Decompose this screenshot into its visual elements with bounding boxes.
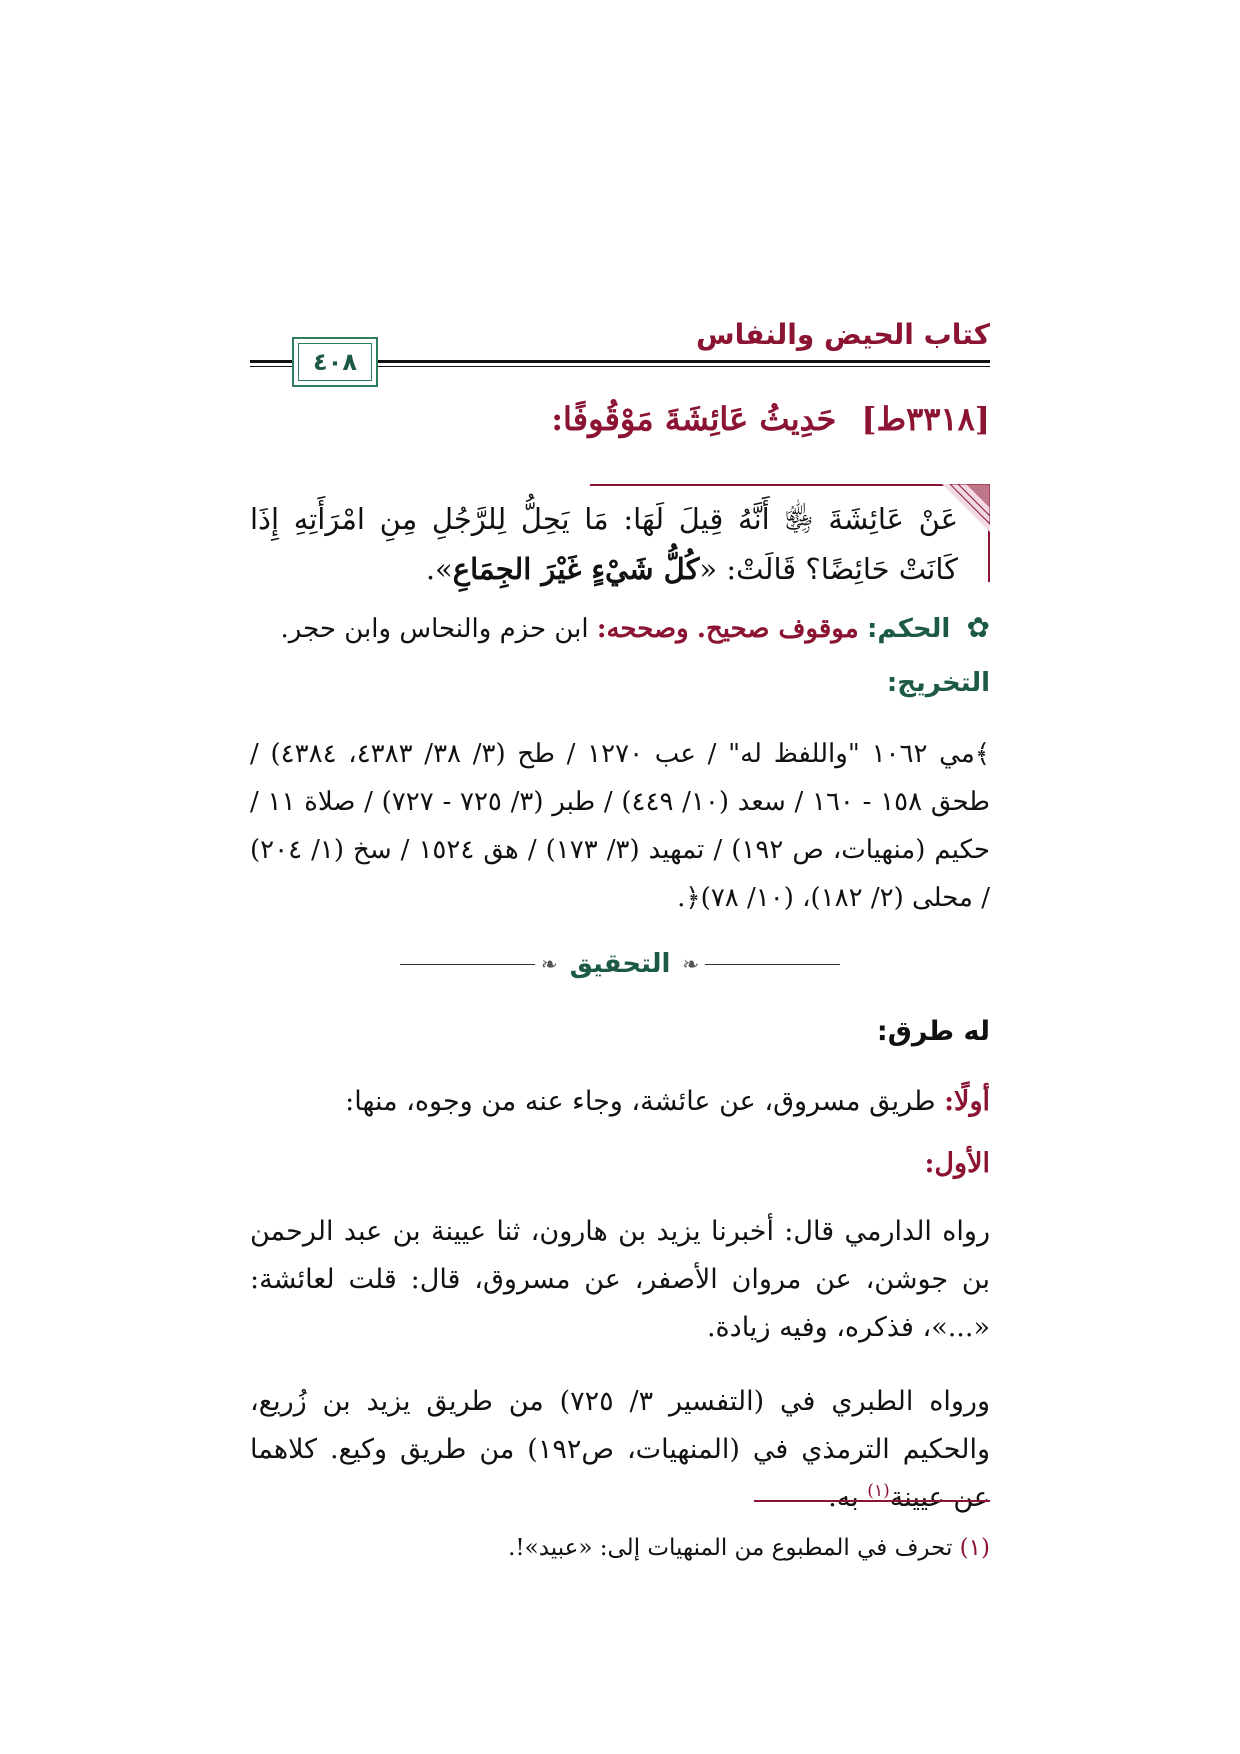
divider-ornament-icon: ❧ — [540, 952, 558, 976]
routes-heading: له طرق: — [876, 1016, 990, 1047]
footnote-reference[interactable]: (١) — [867, 1481, 890, 1501]
tahqiq-heading: التحقيق — [569, 949, 671, 979]
hadith-text — [250, 494, 958, 594]
hadith-quote: كُلُّ شَيْءٍ غَيْرَ الجِمَاعِ — [452, 552, 700, 586]
hadith-text-before: عَنْ عَائِشَةَ ﵂ أَنَّهُ قِيلَ لَهَا: مَا يَحِلُّ لِلرَّجُلِ مِنِ امْرَأَتِهِ إِذَا كَانَتْ حَائِضًا؟ قَالَتْ: « — [250, 502, 958, 586]
ruling-value: موقوف صحيح. — [696, 614, 859, 644]
tahqiq-divider — [400, 944, 840, 984]
paragraph-tabari-end: به. — [828, 1482, 868, 1513]
hadith-box-top-rule — [590, 484, 990, 486]
divider-line — [705, 964, 840, 965]
hadith-heading — [250, 400, 990, 438]
takhrij-text: ﴾مي ١٠٦٢ "واللفظ له" / عب ١٢٧٠ / طح (٣/ ٣٨/ ٤٣٨٣، ٤٣٨٤) / طحق ١٥٨ - ١٦٠ / سعد (١٠/ ٤٤٩) / طبر (٣/ ٧٢٥ - ٧٢٧) / صلاة ١١ / حكيم (منهيات، ص ١٩٢) / تمهيد (٣/ ١٧٣) / هق ١٥٢٤ / سخ (١/ ٢٠٤) / محلى (٢/ ١٨٢)، (١٠/ ٧٨)﴿. — [250, 739, 991, 913]
first-route-text: طريق مسروق، عن عائشة، وجاء عنه من وجوه، منها: — [345, 1086, 945, 1117]
ruling-authenticated-by: ابن حزم والنحاس وابن حجر. — [280, 614, 589, 644]
footnote-number: (١) — [959, 1535, 990, 1561]
page-number: ٤٠٨ — [298, 343, 372, 381]
hadith-number: [٣٣١٨ط] — [861, 400, 990, 438]
footnote-text: تحرف في المطبوع من المنهيات إلى: «عبيد»!. — [508, 1535, 960, 1561]
first-route-label: أولًا: — [944, 1086, 990, 1117]
page-number-badge — [292, 337, 378, 387]
hadith-title: حَدِيثُ عَائِشَةَ مَوْقُوفًا: — [551, 400, 837, 438]
ruling-label: الحكم: — [866, 614, 951, 644]
flower-ornament-icon: ✿ — [966, 611, 990, 644]
ruling-authenticated-label: وصححه: — [596, 614, 689, 644]
ruling-line — [250, 608, 990, 649]
hadith-text-after: ». — [425, 552, 453, 586]
book-title: كتاب الحيض والنفاس — [695, 318, 990, 351]
divider-line — [400, 964, 535, 965]
paragraph-darimi: رواه الدارمي قال: أخبرنا يزيد بن هارون، ثنا عيينة بن عبد الرحمن بن جوشن، عن مروان الأصفر، عن مسروق، قال: قلت لعائشة: «...»، فذكره، وفيه زيادة. — [250, 1216, 990, 1343]
divider-ornament-icon: ❧ — [682, 952, 700, 976]
takhrij-heading: التخريج: — [886, 668, 990, 698]
footnote-rule — [754, 1500, 990, 1502]
first-route-line — [250, 1082, 990, 1122]
first-subheading: الأول: — [924, 1148, 990, 1179]
footnote — [250, 1530, 990, 1566]
paragraph-tabari-text: ورواه الطبري في (التفسير ٣/ ٧٢٥) من طريق يزيد بن زُريع، والحكيم الترمذي في (المنهيات، ص١٩٢) من طريق وكيع. كلاهما عن عيينة — [250, 1386, 990, 1513]
